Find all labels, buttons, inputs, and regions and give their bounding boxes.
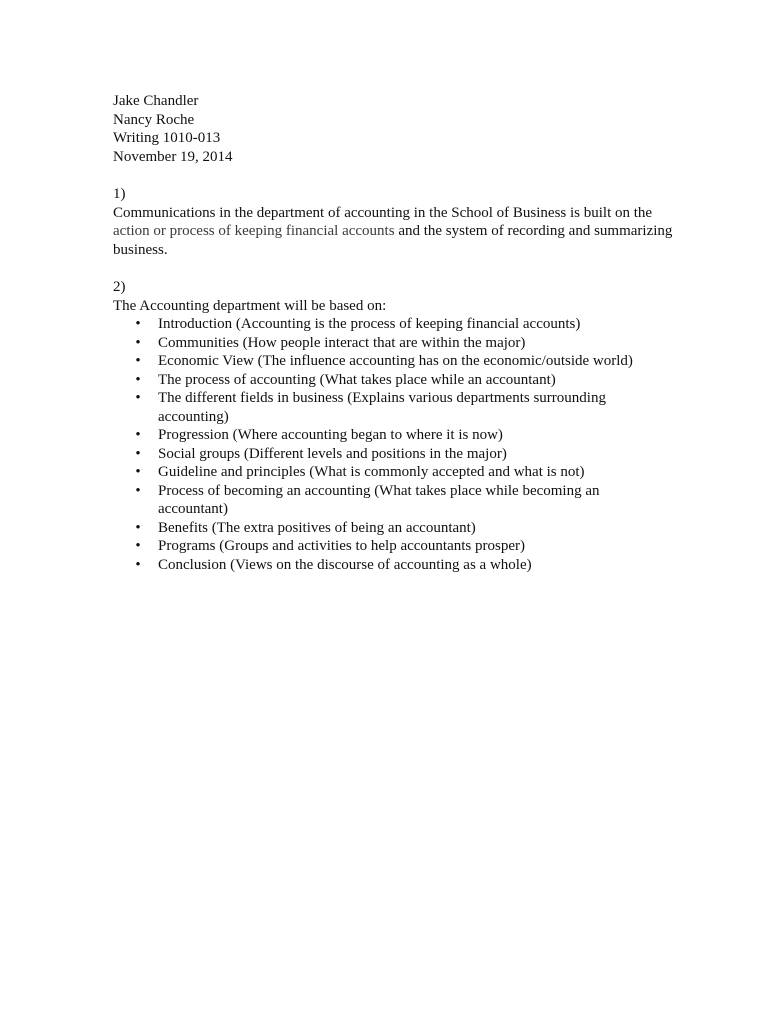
bullet-icon: •: [135, 538, 141, 554]
list-item: [135, 556, 673, 575]
list-item: [135, 482, 673, 519]
list-item-text: Guideline and principles (What is commonly accepted and what is not): [158, 464, 585, 480]
section-1: [113, 185, 673, 259]
list-item-text: Introduction (Accounting is the process of keeping financial accounts): [158, 316, 581, 332]
list-item-text: The different fields in business (Explains various departments surrounding accounting): [158, 390, 606, 425]
document-date: November 19, 2014: [113, 148, 233, 165]
list-item-text: Economic View (The influence accounting has on the economic/outside world): [158, 353, 633, 369]
bullet-icon: •: [135, 334, 141, 351]
author-name: Jake Chandler: [113, 93, 199, 109]
header-block: [113, 92, 673, 166]
section-1-number: 1): [113, 186, 126, 202]
spacer: [113, 259, 673, 278]
section-1-text-part1: Communications in the department of accounting in the School of Business is built on the: [113, 204, 653, 221]
section-1-text-part3: and the system of recording and summarizing business.: [113, 223, 673, 258]
bullet-icon: •: [135, 519, 141, 536]
bullet-icon: •: [135, 464, 141, 480]
document-body: [113, 92, 673, 574]
list-item-text: Process of becoming an accounting (What takes place while becoming an accountant): [158, 482, 600, 517]
bullet-icon: •: [135, 371, 141, 388]
list-item: [135, 445, 673, 464]
topic-list: [113, 315, 673, 574]
list-item: [135, 463, 673, 482]
section-2-intro: The Accounting department will be based on:: [113, 297, 387, 314]
list-item-text: Benefits (The extra positives of being an accountant): [158, 519, 476, 536]
list-item-text: Communities (How people interact that are within the major): [158, 334, 526, 351]
list-item: [135, 426, 673, 445]
bullet-icon: •: [135, 427, 141, 443]
list-item: [135, 315, 673, 334]
list-item: [135, 352, 673, 371]
section-1-text-part2: action or process of keeping financial accounts: [113, 223, 395, 239]
list-item: [135, 389, 673, 426]
section-1-text: [113, 204, 673, 260]
spacer: [113, 166, 673, 185]
bullet-icon: •: [135, 482, 141, 499]
list-item: [135, 334, 673, 353]
list-item-text: Conclusion (Views on the discourse of accounting as a whole): [158, 556, 532, 573]
section-2-number: 2): [113, 279, 126, 295]
section-2: [113, 278, 673, 574]
list-item: [135, 519, 673, 538]
bullet-icon: •: [135, 390, 141, 406]
bullet-icon: •: [135, 556, 141, 573]
list-item: [135, 371, 673, 390]
list-item: [135, 537, 673, 556]
list-item-text: Progression (Where accounting began to where it is now): [158, 427, 503, 443]
list-item-text: Programs (Groups and activities to help accountants prosper): [158, 538, 525, 554]
list-item-text: Social groups (Different levels and positions in the major): [158, 445, 507, 462]
instructor-name: Nancy Roche: [113, 111, 195, 128]
course-name: Writing 1010-013: [113, 130, 221, 146]
list-item-text: The process of accounting (What takes place while an accountant): [158, 371, 556, 388]
bullet-icon: •: [135, 445, 141, 462]
bullet-icon: •: [135, 353, 141, 369]
bullet-icon: •: [135, 316, 141, 332]
